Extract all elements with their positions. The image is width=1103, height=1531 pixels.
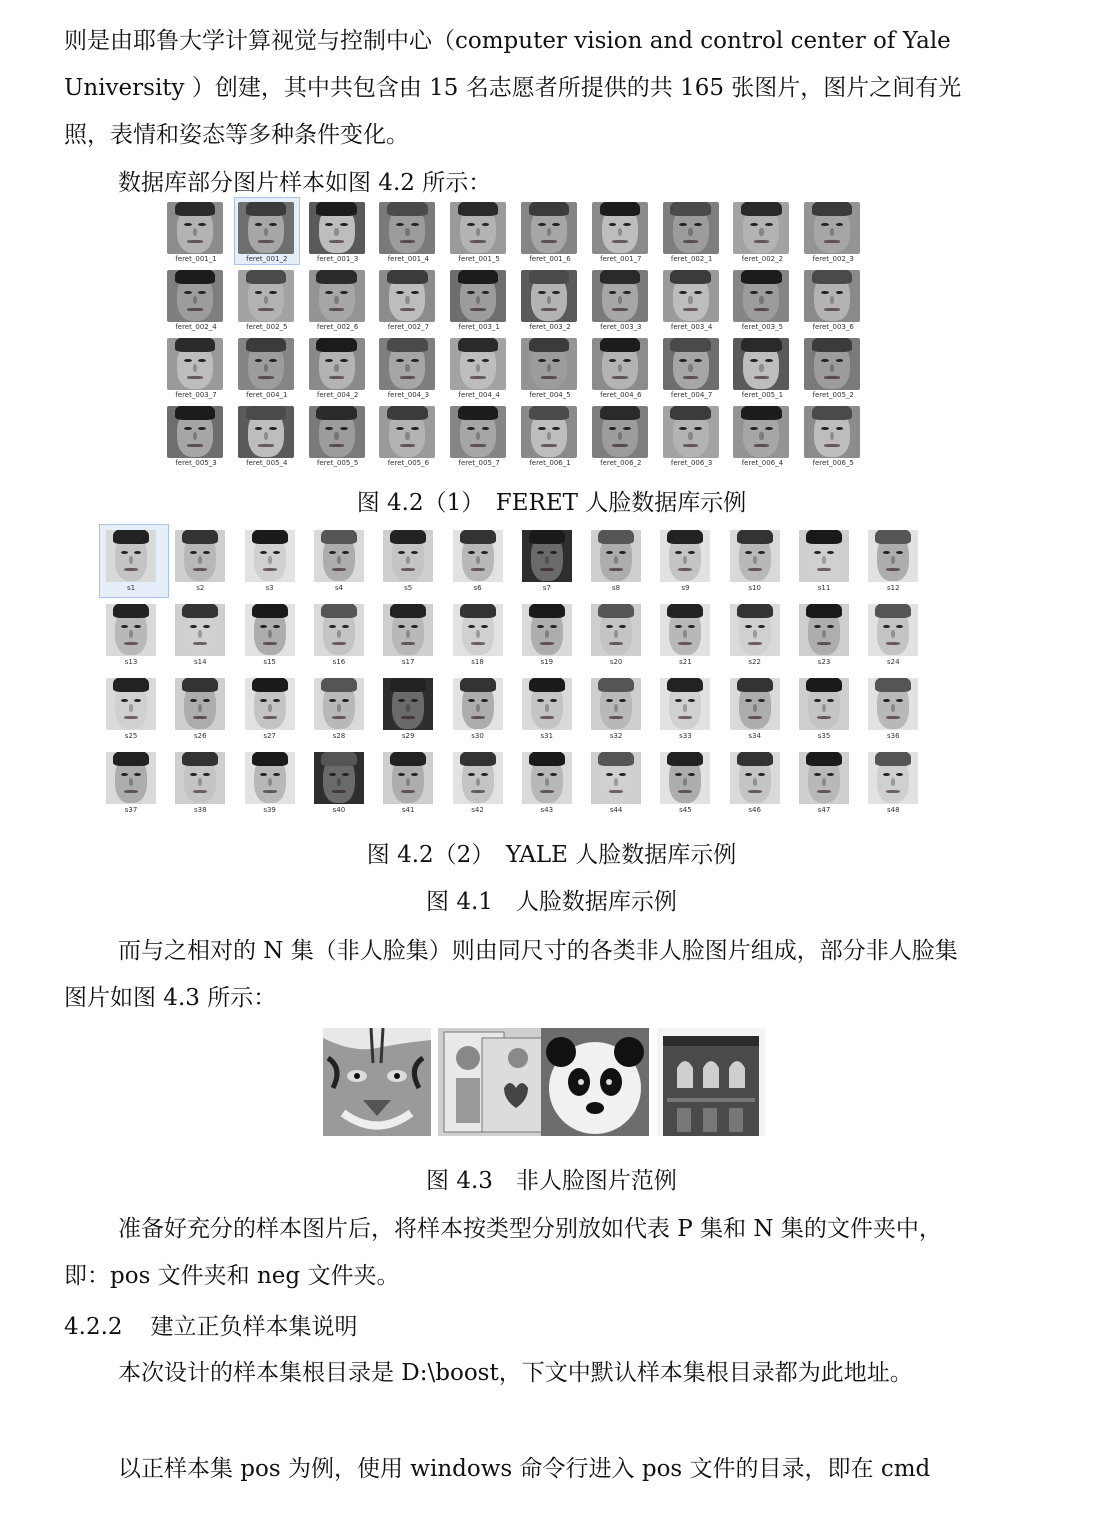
face-photo: [175, 678, 225, 730]
face-photo: [453, 530, 503, 582]
yale-thumbnail[interactable]: [516, 747, 584, 819]
face-photo: [453, 752, 503, 804]
face-photo: [804, 338, 860, 390]
face-photo: [167, 338, 223, 390]
yale-thumbnail-label: s31: [540, 732, 554, 740]
feret-thumbnail[interactable]: [376, 334, 440, 400]
feret-thumbnail-label: feret_004_1: [246, 391, 288, 399]
face-photo: [868, 752, 918, 804]
yale-thumbnail[interactable]: [377, 747, 445, 819]
feret-thumbnail-label: feret_005_2: [812, 391, 854, 399]
yale-thumbnail[interactable]: [516, 673, 584, 745]
feret-thumbnail-label: feret_005_3: [175, 459, 217, 467]
yale-thumbnail[interactable]: [169, 599, 237, 671]
yale-thumbnail[interactable]: [724, 747, 792, 819]
yale-thumbnail-label: s41: [401, 806, 415, 814]
feret-thumbnail[interactable]: [518, 402, 582, 468]
face-photo: [592, 406, 648, 458]
face-photo: [592, 202, 648, 254]
yale-thumbnail-label: s45: [679, 806, 692, 814]
feret-thumbnail[interactable]: [518, 198, 582, 264]
feret-face-grid: [164, 198, 868, 470]
face-photo: [245, 752, 295, 804]
yale-thumbnail-label: s4: [334, 584, 343, 592]
yale-thumbnail[interactable]: [169, 747, 237, 819]
face-photo: [592, 270, 648, 322]
yale-thumbnail-label: s20: [609, 658, 623, 666]
yale-thumbnail[interactable]: [239, 599, 307, 671]
yale-thumbnail-label: s11: [817, 584, 831, 592]
section-number: 4.2.2: [64, 1314, 123, 1340]
yale-thumbnail[interactable]: [793, 525, 861, 597]
playing-card-image: [438, 1028, 546, 1136]
feret-thumbnail[interactable]: [801, 266, 865, 332]
feret-thumbnail[interactable]: [589, 266, 653, 332]
feret-thumbnail-label: feret_005_6: [387, 459, 430, 467]
face-photo: [106, 678, 156, 730]
face-photo: [522, 678, 572, 730]
face-photo: [379, 270, 435, 322]
feret-thumbnail[interactable]: [660, 198, 724, 264]
feret-thumbnail[interactable]: [447, 198, 511, 264]
face-photo: [175, 530, 225, 582]
yale-thumbnail[interactable]: [516, 599, 584, 671]
tiger-image: [323, 1028, 431, 1136]
yale-thumbnail-label: s27: [263, 732, 276, 740]
feret-thumbnail-label: feret_003_4: [670, 323, 713, 331]
feret-thumbnail[interactable]: [589, 402, 653, 468]
yale-thumbnail[interactable]: [308, 599, 376, 671]
face-photo: [521, 338, 577, 390]
feret-thumbnail-label: feret_002_6: [316, 323, 359, 331]
yale-thumbnail[interactable]: [239, 747, 307, 819]
face-photo: [245, 530, 295, 582]
feret-thumbnail[interactable]: [306, 402, 370, 468]
yale-thumbnail-label: s5: [404, 584, 413, 592]
face-photo: [450, 202, 506, 254]
yale-thumbnail-label: s13: [124, 658, 138, 666]
feret-thumbnail[interactable]: [376, 198, 440, 264]
feret-thumbnail-label: feret_001_5: [458, 255, 500, 263]
face-photo: [522, 604, 572, 656]
yale-thumbnail[interactable]: [793, 747, 861, 819]
feret-thumbnail-label: feret_006_4: [741, 459, 784, 467]
face-photo: [660, 530, 710, 582]
yale-thumbnail[interactable]: [793, 599, 861, 671]
feret-thumbnail[interactable]: [518, 266, 582, 332]
feret-thumbnail[interactable]: [589, 334, 653, 400]
feret-thumbnail-label: feret_006_1: [529, 459, 571, 467]
feret-thumbnail-label: feret_001_4: [387, 255, 430, 263]
feret-thumbnail[interactable]: [164, 266, 228, 332]
feret-thumbnail[interactable]: [164, 334, 228, 400]
face-photo: [309, 406, 365, 458]
yale-thumbnail-label: s22: [748, 658, 761, 666]
yale-thumbnail-label: s29: [401, 732, 415, 740]
yale-thumbnail[interactable]: [724, 599, 792, 671]
face-photo: [804, 202, 860, 254]
yale-thumbnail-label: s23: [817, 658, 831, 666]
caption-fig-4-3: 图 4.3 非人脸图片范例: [426, 1168, 677, 1194]
yale-thumbnail[interactable]: [308, 747, 376, 819]
face-photo: [868, 530, 918, 582]
feret-thumbnail[interactable]: [235, 402, 299, 468]
face-photo: [799, 752, 849, 804]
feret-thumbnail-label: feret_004_7: [670, 391, 713, 399]
feret-thumbnail[interactable]: [518, 334, 582, 400]
yale-thumbnail-label: s36: [887, 732, 900, 740]
yale-thumbnail[interactable]: [585, 747, 653, 819]
face-photo: [730, 678, 780, 730]
face-photo: [383, 752, 433, 804]
paragraph-sample-intro: 数据库部分图片样本如图 4.2 所示：: [118, 170, 492, 196]
yale-thumbnail[interactable]: [654, 673, 722, 745]
yale-thumbnail[interactable]: [793, 673, 861, 745]
face-photo: [383, 604, 433, 656]
feret-thumbnail[interactable]: [660, 334, 724, 400]
feret-thumbnail[interactable]: [730, 402, 794, 468]
yale-thumbnail-label: s25: [124, 732, 138, 740]
face-photo: [238, 270, 294, 322]
yale-thumbnail[interactable]: [377, 525, 445, 597]
feret-thumbnail[interactable]: [235, 334, 299, 400]
feret-thumbnail-label: feret_001_6: [529, 255, 571, 263]
face-photo: [521, 270, 577, 322]
feret-thumbnail[interactable]: [235, 266, 299, 332]
yale-thumbnail-label: s18: [471, 658, 484, 666]
yale-thumbnail-label: s35: [817, 732, 831, 740]
face-photo: [314, 752, 364, 804]
face-photo: [167, 270, 223, 322]
face-photo: [453, 604, 503, 656]
yale-thumbnail-label: s26: [194, 732, 207, 740]
feret-thumbnail[interactable]: [306, 266, 370, 332]
feret-thumbnail-label: feret_003_1: [458, 323, 500, 331]
face-photo: [383, 530, 433, 582]
face-photo: [379, 338, 435, 390]
face-photo: [660, 604, 710, 656]
yale-thumbnail[interactable]: [447, 673, 515, 745]
feret-thumbnail-label: feret_005_4: [246, 459, 288, 467]
face-photo: [238, 202, 294, 254]
feret-thumbnail-label: feret_004_6: [600, 391, 642, 399]
feret-thumbnail[interactable]: [730, 266, 794, 332]
feret-thumbnail-label: feret_006_5: [812, 459, 854, 467]
face-photo: [804, 406, 860, 458]
face-photo: [522, 752, 572, 804]
yale-thumbnail-label: s37: [124, 806, 138, 814]
yale-thumbnail-label: s9: [681, 584, 690, 592]
feret-thumbnail[interactable]: [235, 198, 299, 264]
yale-thumbnail[interactable]: [724, 525, 792, 597]
face-photo: [663, 338, 719, 390]
paragraph-yale-description: 则是由耶鲁大学计算视觉与控制中心（computer vision and control center of Yale University ）创建，其中共包含由 15 名志愿者所提供的共 165 张图片，图片之间有光照，表情和姿态等多种条件变化。: [64, 28, 962, 148]
feret-thumbnail-label: feret_002_7: [387, 323, 430, 331]
feret-thumbnail-label: feret_002_3: [812, 255, 854, 263]
yale-thumbnail[interactable]: [724, 673, 792, 745]
yale-thumbnail[interactable]: [585, 525, 653, 597]
face-photo: [106, 604, 156, 656]
feret-thumbnail-label: feret_002_5: [246, 323, 288, 331]
face-photo: [730, 530, 780, 582]
yale-thumbnail-label: s7: [542, 584, 551, 592]
face-photo: [309, 270, 365, 322]
face-photo: [733, 338, 789, 390]
face-photo: [663, 406, 719, 458]
face-photo: [379, 406, 435, 458]
feret-thumbnail-label: feret_005_1: [741, 391, 784, 399]
yale-thumbnail-label: s14: [194, 658, 207, 666]
yale-thumbnail-label: s15: [263, 658, 276, 666]
face-photo: [453, 678, 503, 730]
yale-thumbnail[interactable]: [447, 599, 515, 671]
yale-thumbnail[interactable]: [377, 673, 445, 745]
face-photo: [106, 530, 156, 582]
paragraph-nset-intro: 而与之相对的 N 集（非人脸集）则由同尺寸的各类非人脸图片组成，部分非人脸集图片如图 4.3 所示：: [64, 938, 958, 1011]
yale-thumbnail-label: s42: [471, 806, 484, 814]
yale-thumbnail-label: s17: [401, 658, 415, 666]
face-photo: [799, 604, 849, 656]
feret-thumbnail[interactable]: [589, 198, 653, 264]
yale-thumbnail[interactable]: [100, 673, 168, 745]
yale-thumbnail[interactable]: [654, 525, 722, 597]
face-photo: [522, 530, 572, 582]
yale-thumbnail[interactable]: [516, 525, 584, 597]
feret-thumbnail-label: feret_003_2: [529, 323, 571, 331]
yale-thumbnail[interactable]: [447, 525, 515, 597]
paragraph-root-directory: 本次设计的样本集根目录是 D:\boost，下文中默认样本集根目录都为此地址。: [118, 1360, 913, 1386]
face-photo: [314, 604, 364, 656]
face-photo: [663, 202, 719, 254]
yale-thumbnail[interactable]: [862, 599, 930, 671]
face-photo: [245, 604, 295, 656]
face-photo: [591, 752, 641, 804]
yale-thumbnail-label: s47: [817, 806, 831, 814]
feret-thumbnail[interactable]: [801, 334, 865, 400]
feret-thumbnail-label: feret_003_6: [812, 323, 854, 331]
feret-thumbnail[interactable]: [306, 334, 370, 400]
face-photo: [175, 752, 225, 804]
face-photo: [175, 604, 225, 656]
caption-fig-4-1: 图 4.1 人脸数据库示例: [426, 889, 677, 915]
section-title: 建立正负样本集说明: [150, 1314, 358, 1340]
feret-thumbnail-label: feret_004_2: [316, 391, 359, 399]
yale-thumbnail[interactable]: [654, 747, 722, 819]
feret-thumbnail-label: feret_001_3: [316, 255, 359, 263]
face-photo: [245, 678, 295, 730]
yale-thumbnail[interactable]: [100, 599, 168, 671]
feret-thumbnail[interactable]: [447, 266, 511, 332]
face-photo: [314, 678, 364, 730]
face-photo: [868, 604, 918, 656]
yale-thumbnail-label: s44: [609, 806, 623, 814]
face-photo: [238, 338, 294, 390]
face-photo: [660, 678, 710, 730]
yale-thumbnail[interactable]: [585, 673, 653, 745]
feret-thumbnail-label: feret_003_3: [600, 323, 642, 331]
yale-thumbnail-label: s2: [196, 584, 205, 592]
face-photo: [450, 338, 506, 390]
yale-thumbnail-label: s46: [748, 806, 761, 814]
yale-thumbnail-label: s30: [471, 732, 484, 740]
feret-thumbnail-label: feret_006_3: [670, 459, 713, 467]
face-photo: [730, 752, 780, 804]
yale-thumbnail[interactable]: [377, 599, 445, 671]
feret-thumbnail[interactable]: [306, 198, 370, 264]
face-photo: [591, 530, 641, 582]
yale-thumbnail-label: s39: [263, 806, 276, 814]
face-photo: [450, 270, 506, 322]
feret-thumbnail-label: feret_005_7: [458, 459, 500, 467]
feret-thumbnail-label: feret_004_5: [529, 391, 571, 399]
feret-thumbnail-label: feret_003_7: [175, 391, 217, 399]
face-photo: [450, 406, 506, 458]
building-image: [657, 1028, 765, 1136]
face-photo: [733, 406, 789, 458]
yale-thumbnail-label: s10: [748, 584, 761, 592]
feret-thumbnail-label: feret_002_4: [175, 323, 217, 331]
face-photo: [733, 202, 789, 254]
section-heading: [64, 1312, 358, 1342]
yale-thumbnail[interactable]: [308, 525, 376, 597]
yale-thumbnail[interactable]: [100, 525, 168, 597]
face-photo: [106, 752, 156, 804]
yale-thumbnail-label: s32: [609, 732, 623, 740]
yale-thumbnail[interactable]: [100, 747, 168, 819]
feret-thumbnail-label: feret_001_7: [600, 255, 642, 263]
face-photo: [521, 406, 577, 458]
yale-thumbnail[interactable]: [654, 599, 722, 671]
yale-thumbnail[interactable]: [862, 747, 930, 819]
yale-thumbnail-label: s12: [887, 584, 900, 592]
yale-thumbnail[interactable]: [447, 747, 515, 819]
yale-thumbnail-label: s6: [473, 584, 482, 592]
feret-thumbnail-label: feret_001_1: [175, 255, 217, 263]
feret-thumbnail[interactable]: [660, 266, 724, 332]
yale-thumbnail-label: s3: [265, 584, 274, 592]
feret-thumbnail[interactable]: [447, 334, 511, 400]
feret-thumbnail[interactable]: [730, 198, 794, 264]
yale-thumbnail-label: s34: [748, 732, 761, 740]
face-photo: [730, 604, 780, 656]
yale-thumbnail[interactable]: [239, 673, 307, 745]
feret-thumbnail[interactable]: [164, 402, 228, 468]
feret-thumbnail-label: feret_002_1: [670, 255, 713, 263]
paragraph-cmd-intro: 以正样本集 pos 为例，使用 windows 命令行进入 pos 文件的目录，即在 cmd: [118, 1456, 931, 1482]
face-photo: [660, 752, 710, 804]
face-photo: [591, 678, 641, 730]
face-photo: [167, 202, 223, 254]
face-photo: [799, 678, 849, 730]
paragraph-prepare-samples: 准备好充分的样本图片后，将样本按类型分别放如代表 P 集和 N 集的文件夹中，即：pos 文件夹和 neg 文件夹。: [64, 1216, 942, 1289]
yale-thumbnail-label: s48: [887, 806, 900, 814]
face-photo: [733, 270, 789, 322]
face-photo: [521, 202, 577, 254]
yale-thumbnail[interactable]: [862, 525, 930, 597]
face-photo: [383, 678, 433, 730]
face-photo: [379, 202, 435, 254]
yale-thumbnail[interactable]: [169, 525, 237, 597]
yale-thumbnail[interactable]: [308, 673, 376, 745]
face-photo: [238, 406, 294, 458]
feret-thumbnail-label: feret_004_3: [387, 391, 430, 399]
feret-thumbnail-label: feret_005_5: [316, 459, 359, 467]
yale-thumbnail-label: s40: [332, 806, 346, 814]
feret-thumbnail[interactable]: [801, 402, 865, 468]
yale-thumbnail-label: s21: [679, 658, 692, 666]
feret-thumbnail[interactable]: [660, 402, 724, 468]
feret-thumbnail[interactable]: [730, 334, 794, 400]
feret-thumbnail-label: feret_002_2: [741, 255, 784, 263]
yale-thumbnail[interactable]: [169, 673, 237, 745]
feret-thumbnail-label: feret_003_5: [741, 323, 784, 331]
face-photo: [804, 270, 860, 322]
yale-thumbnail-label: s43: [540, 806, 554, 814]
yale-thumbnail-label: s24: [887, 658, 900, 666]
feret-thumbnail-label: feret_004_4: [458, 391, 500, 399]
face-photo: [663, 270, 719, 322]
yale-thumbnail-label: s38: [194, 806, 207, 814]
yale-thumbnail-label: s16: [332, 658, 346, 666]
yale-thumbnail-label: s19: [540, 658, 554, 666]
feret-thumbnail-label: feret_006_2: [600, 459, 642, 467]
face-photo: [799, 530, 849, 582]
face-photo: [309, 338, 365, 390]
face-photo: [314, 530, 364, 582]
caption-feret: 图 4.2（1） FERET 人脸数据库示例: [356, 490, 747, 516]
face-photo: [167, 406, 223, 458]
face-photo: [592, 338, 648, 390]
feret-thumbnail[interactable]: [801, 198, 865, 264]
yale-thumbnail-label: s8: [612, 584, 621, 592]
feret-thumbnail[interactable]: [376, 266, 440, 332]
yale-thumbnail-label: s28: [332, 732, 346, 740]
caption-yale: 图 4.2（2） YALE 人脸数据库示例: [366, 842, 737, 868]
face-photo: [591, 604, 641, 656]
yale-face-grid: [100, 525, 930, 817]
yale-thumbnail-label: s33: [679, 732, 692, 740]
feret-thumbnail[interactable]: [164, 198, 228, 264]
yale-thumbnail[interactable]: [862, 673, 930, 745]
yale-thumbnail-label: s1: [126, 584, 136, 592]
face-photo: [309, 202, 365, 254]
feret-thumbnail-label: feret_001_2: [246, 255, 288, 263]
feret-thumbnail[interactable]: [376, 402, 440, 468]
yale-thumbnail[interactable]: [585, 599, 653, 671]
panda-image: [541, 1028, 649, 1136]
face-photo: [868, 678, 918, 730]
feret-thumbnail[interactable]: [447, 402, 511, 468]
yale-thumbnail[interactable]: [239, 525, 307, 597]
